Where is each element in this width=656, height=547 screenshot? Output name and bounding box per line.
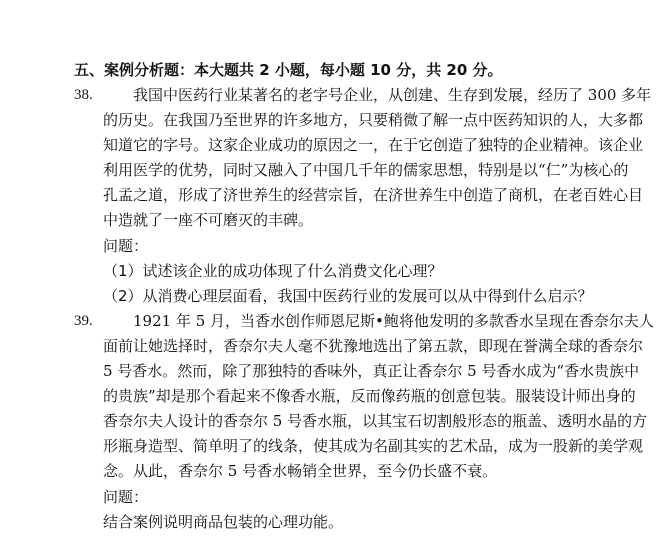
q38-paragraph-line: 孔孟之道，形成了济世养生的经营宗旨，在济世养生中创造了商机，在老百姓心目 bbox=[103, 186, 644, 204]
q39-paragraph-line: 念。从此，香奈尔 5 号香水畅销全世界，至今仍长盛不衰。 bbox=[103, 462, 498, 480]
q39-paragraph-line: 面前让她选择时，香奈尔夫人毫不犹豫地选出了第五款，即现在誉满全球的香奈尔 bbox=[103, 337, 644, 355]
q39-paragraph-line: 5 号香水。然而，除了那独特的香味外，真正让香奈尔 5 号香水成为“香水贵族中 bbox=[103, 362, 640, 380]
q39-paragraph-line: 香奈尔夫人设计的香奈尔 5 号香水瓶，以其宝石切割般形态的瓶盖、透明水晶的方 bbox=[103, 412, 648, 430]
q38-question-label: 问题： bbox=[103, 237, 149, 255]
q38-paragraph-line: 利用医学的优势，同时又融入了中国几千年的儒家思想，特别是以“仁”为核心的 bbox=[103, 161, 629, 179]
q38-subquestion-2: （2）从消费心理层面看，我国中医药行业的发展可以从中得到什么启示？ bbox=[103, 287, 593, 305]
q39-question-text: 结合案例说明商品包装的心理功能。 bbox=[103, 513, 344, 531]
q38-paragraph-line: 我国中医药行业某著名的老字号企业，从创建、生存到发展，经历了 300 多年 bbox=[133, 86, 652, 104]
question-39-number: 39. bbox=[74, 313, 93, 329]
q38-paragraph-line: 的历史。在我国乃至世界的许多地方，只要稍微了解一点中医药知识的人，大多都 bbox=[103, 111, 644, 129]
question-38-number: 38. bbox=[74, 87, 93, 103]
q39-question-label: 问题： bbox=[103, 488, 149, 506]
q38-paragraph-line: 中造就了一座不可磨灭的丰碑。 bbox=[103, 211, 314, 229]
q38-subquestion-1: （1）试述该企业的成功体现了什么消费文化心理？ bbox=[103, 262, 443, 280]
q39-paragraph-line: 1921 年 5 月，当香水创作师恩尼斯•鲍将他发明的多款香水呈现在香奈尔夫人 bbox=[133, 312, 654, 330]
q39-paragraph-line: 的贵族”却是那个看起来不像香水瓶，反而像药瓶的创意包装。服装设计师出身的 bbox=[103, 387, 636, 405]
q38-paragraph-line: 知道它的字号。这家企业成功的原因之一，在于它创造了独特的企业精神。该企业 bbox=[103, 136, 644, 154]
q39-paragraph-line: 形瓶身造型、简单明了的线条，使其成为名副其实的艺术品，成为一股新的美学观 bbox=[103, 437, 644, 455]
section-title: 五、案例分析题：本大题共 2 小题，每小题 10 分，共 20 分。 bbox=[74, 61, 503, 79]
